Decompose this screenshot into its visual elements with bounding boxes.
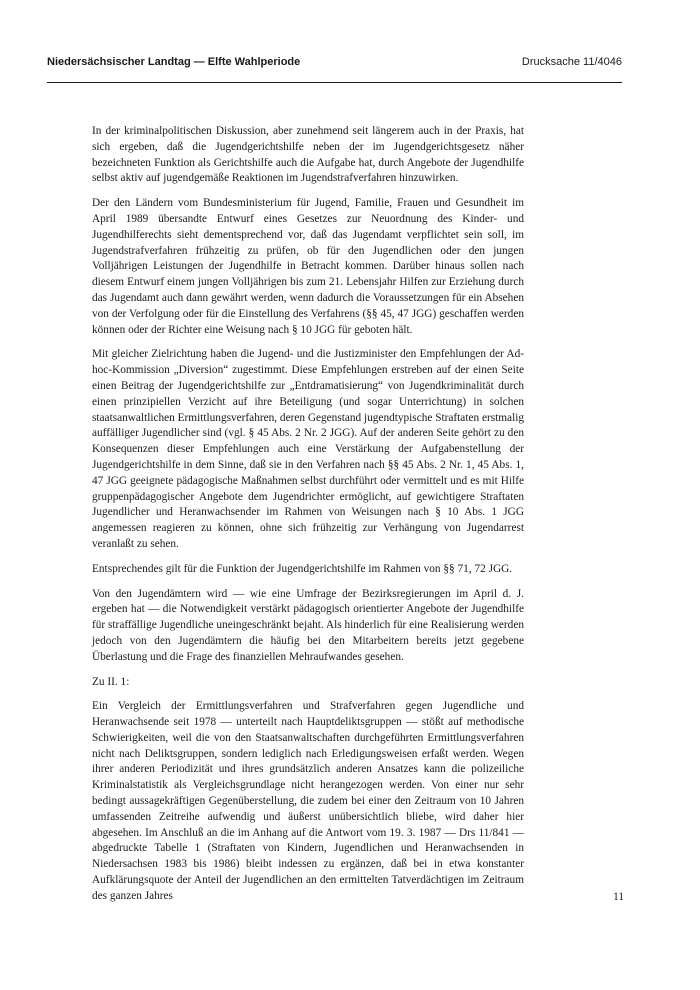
header-rule — [47, 82, 622, 83]
document-body — [92, 124, 524, 914]
paragraph-5: Von den Jugendämtern wird — wie eine Umfrage der Bezirksregierungen im April d. J. ergeben hat — die Notwendigkeit verstärkt pädagogisch orientierter Angebote der Jugendhilfe für straffällige Jugendliche uneingeschränkt bejaht. Als hinderlich für eine Realisierung werden jedoch von den Jugendämtern die häufig bei den Mitarbeitern bereits jetzt gegebene Überlastung und die Frage des finanziellen Mehraufwandes gesehen. — [92, 587, 524, 663]
page-number: 11 — [613, 891, 624, 903]
header-document-number: Drucksache 11/4046 — [521, 56, 622, 68]
paragraph-2: Der den Ländern vom Bundesministerium für Jugend, Familie, Frauen und Gesundheit im April 1989 übersandte Entwurf eines Gesetzes zur Neuordnung des Kinder- und Jugendhilferechts sieht dementsprechend vor, daß das Jugendamt verpflichtet sein soll, im Jugendstrafverfahren frühzeitig zu prüfen, ob für den Jugendlichen oder den jungen Volljährigen Leistungen der Jugendhilfe in Betracht kommen. Darüber hinaus sollen nach diesem Entwurf einem jungen Volljährigen bis zum 21. Lebensjahr Hilfen zur Erziehung durch das Jugendamt auch dann gewährt werden, wenn dadurch die Voraussetzungen für ein Absehen von der Verfolgung oder für die Einstellung des Verfahrens (§§ 45, 47 JGG) geschaffen werden können oder der Richter eine Weisung nach § 10 JGG für geboten hält. — [92, 197, 524, 336]
paragraph-1: In der kriminalpolitischen Diskussion, aber zunehmend seit längerem auch in der Praxis, hat sich ergeben, daß die Jugendgerichtshilfe neben der im Jugendgerichtsgesetz näher bezeichneten Funktion als Gerichtshilfe auch die Aufgabe hat, durch Angebote der Jugendhilfe selbst aktiv auf jugendgemäße Reaktionen im Jugendstrafverfahren hinzuwirken. — [92, 125, 524, 185]
paragraph-3: Mit gleicher Zielrichtung haben die Jugend- und die Justizminister den Empfehlungen der Ad-hoc-Kommission „Diversion“ zugestimmt. Diese Empfehlungen erstreben auf der einen Seite einen Beitrag der Jugendgerichtshilfe zur „Entdramatisierung“ von Jugendkriminalität durch einen prinzipiellen Verzicht auf ihre Beteiligung (und sogar Unterrichtung) in solchen staatsanwaltlichen Ermittlungsverfahren, deren Gegenstand jugendtypische Straftaten erstmalig auffälliger Jugendlicher sind (vgl. § 45 Abs. 2 Nr. 2 JGG). Auf der anderen Seite gehört zu den Konsequenzen dieser Empfehlungen auch eine Verstärkung der Aufgabenstellung der Jugendgerichtshilfe in dem Sinne, daß sie in den Verfahren nach §§ 45 Abs. 2 Nr. 1, 45 Abs. 1, 47 JGG geeignete pädagogische Maßnahmen selbst durchführt oder vermittelt und es mit Hilfe gruppenpädagogischer Angebote dem Jugendrichter ermöglicht, auf gewichtigere Straftaten Jugendlicher und Heranwachsender im Rahmen von Weisungen nach § 10 Abs. 1 JGG angemessen reagieren zu können, ohne sich frühzeitig zur Verhängung von Jugendarrest veranlaßt zu sehen. — [92, 348, 524, 550]
paragraph-4: Entsprechendes gilt für die Funktion der Jugendgerichtshilfe im Rahmen von §§ 71, 72 JGG. — [92, 562, 513, 575]
section-paragraph: Ein Vergleich der Ermittlungsverfahren und Strafverfahren gegen Jugendliche und Heranwachsende seit 1978 — unterteilt nach Hauptdeliktsgruppen — stößt auf methodische Schwierigkeiten, weil die von den Staatsanwaltschaften durchgeführten Ermittlungsverfahren nicht nach Deliktsgruppen, sondern lediglich nach Erledigungsweisen erfaßt werden. Wegen ihrer anderen Periodizität und ihres grundsätzlich anderen Ansatzes kann die polizeiliche Kriminalstatistik als Vergleichsgrundlage nicht herangezogen werden. Von einer nur sehr bedingt aussagekräftigen Gegenüberstellung, die zudem bei einer den Zeitraum von 10 Jahren umfassenden Zeitreihe aufwendig und äußerst unübersichtlich bliebe, wird daher hier abgesehen. Im Anschluß an die im Anhang auf die Antwort vom 19. 3. 1987 — Drs 11/841 — abgedruckte Tabelle 1 (Straftaten von Kindern, Jugendlichen und Heranwachsenden in Niedersachsen 1983 bis 1986) bleibt indessen zu ergänzen, daß bei in etwa konstanter Aufklärungsquote der Anteil der Jugendlichen an den ermittelten Tatverdächtigen im Zeitraum des ganzen Jahres — [92, 700, 524, 902]
page-header — [47, 56, 622, 76]
section-heading: Zu II. 1: — [92, 675, 130, 688]
header-parliament-title: Niedersächsischer Landtag — Elfte Wahlperiode — [47, 56, 301, 68]
